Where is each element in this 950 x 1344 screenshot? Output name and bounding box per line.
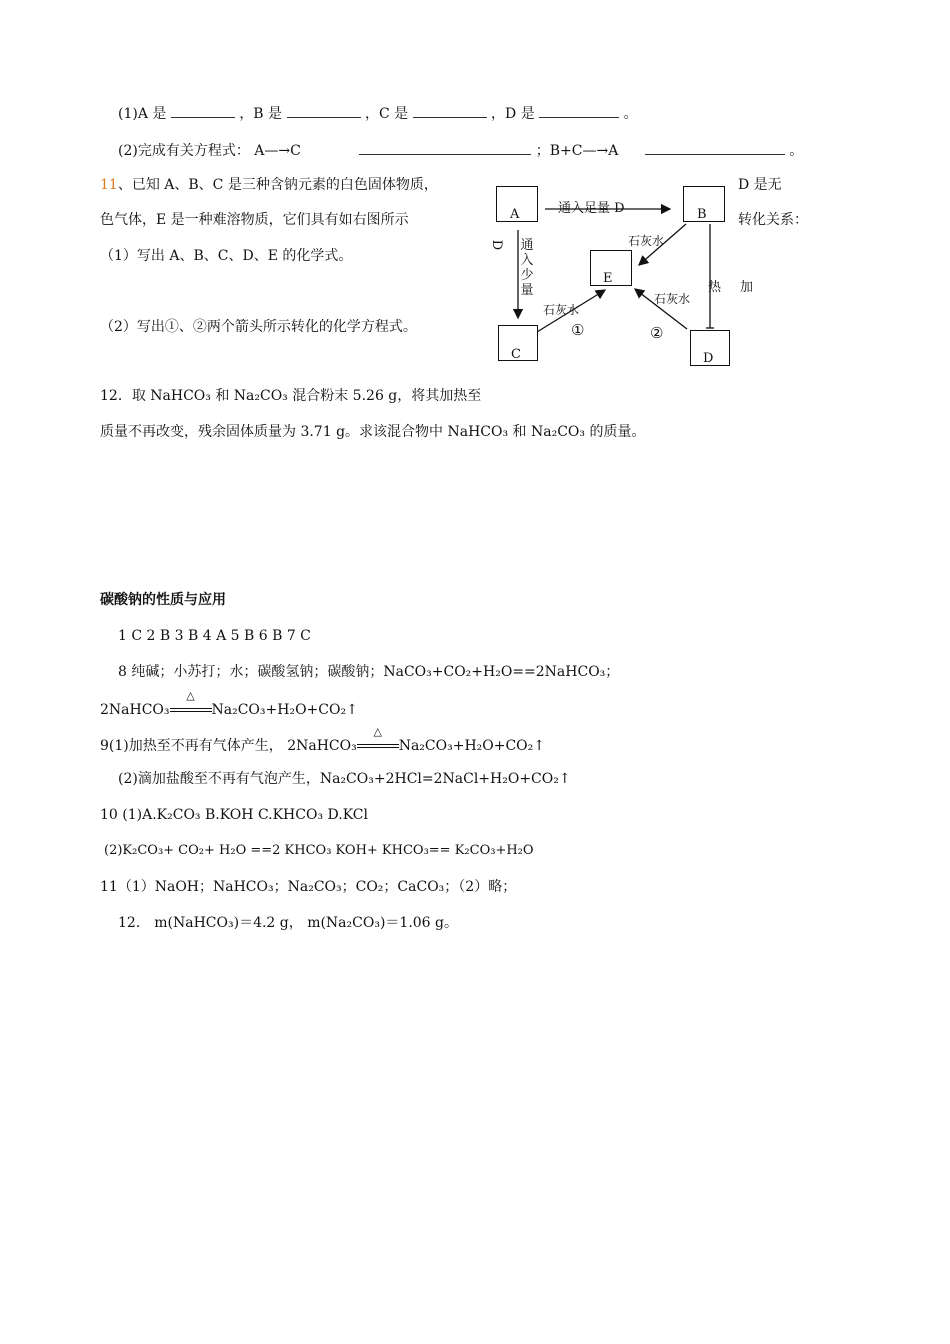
q11-line2-right: 转化关系：	[738, 212, 808, 228]
answers-heading: 碳酸钠的性质与应用	[100, 592, 226, 608]
q10-part1-d: ，D 是	[491, 106, 535, 122]
equation-blank-bca[interactable]	[645, 140, 785, 155]
answer-blank-c[interactable]	[413, 103, 487, 118]
answer-row-11: 11（1）NaOH；NaHCO₃；Na₂CO₃；CO₂；CaCO₃；（2）略；	[100, 879, 517, 895]
arrow-bd-label-2: 加	[740, 280, 754, 295]
box-d-label: D	[703, 351, 714, 366]
marker-2: ②	[650, 324, 664, 342]
double-line-2	[357, 744, 399, 748]
answer-row-1-7: 1 C 2 B 3 B 4 A 5 B 6 B 7 C	[118, 628, 311, 644]
answer-row-8: 8 纯碱；小苏打；水；碳酸氢钠；碳酸钠；NaCO₃+CO₂+H₂O==2NaHCO₃；	[118, 664, 620, 680]
marker-1: ①	[571, 321, 585, 339]
answer-row-8b	[100, 689, 358, 719]
q11-line1-right: D 是无	[738, 177, 782, 193]
q10-part1-end: 。	[623, 106, 638, 122]
box-b-label: B	[697, 207, 707, 222]
q11-line3: （1）写出 A、B、C、D、E 的化学式。	[100, 248, 353, 264]
q11-line1	[100, 176, 438, 194]
q10-part1	[118, 103, 638, 123]
q10-part2	[118, 140, 803, 160]
answer-row-9-right: Na₂CO₃+H₂O+CO₂↑	[398, 738, 546, 754]
answer-row-9	[100, 725, 546, 755]
answer-row-8b-left: 2NaHCO₃	[100, 702, 170, 718]
q10-part1-b: ，B 是	[239, 106, 283, 122]
arrow-be-label: 石灰水	[628, 234, 665, 248]
box-e-label: E	[603, 271, 613, 286]
delta-symbol: △	[186, 689, 195, 702]
q10-part1-c: ，C 是	[364, 106, 409, 122]
q12-line1: 12．取 NaHCO₃ 和 Na₂CO₃ 混合粉末 5.26 g，将其加热至	[100, 388, 482, 404]
box-a-label: A	[510, 207, 520, 222]
answer-blank-a[interactable]	[171, 103, 235, 118]
arrow-de-label: 石灰水	[654, 292, 691, 306]
answer-row-10b: (2)K₂CO₃+ CO₂+ H₂O ==2 KHCO₃ KOH+ KHCO₃== K₂CO₃+H₂O	[104, 843, 534, 858]
q11-line1-text: 、已知 A、B、C 是三种含钠元素的白色固体物质，	[117, 177, 438, 193]
q10-part2-mid: ；B+C—→A	[535, 143, 619, 159]
answer-row-9-prefix: 9(1)加热至不再有气体产生， 2NaHCO₃	[100, 738, 357, 754]
q10-part2-end: 。	[789, 143, 804, 159]
delta-symbol-2: △	[373, 725, 382, 738]
q10-part1-prefix: (1)A 是	[118, 106, 167, 122]
arrow-ab-label: 通入足量 D	[558, 201, 625, 216]
answer-blank-b[interactable]	[287, 103, 361, 118]
answer-row-8b-right: Na₂CO₃+H₂O+CO₂↑	[211, 702, 358, 718]
q11-line4: （2）写出①、②两个箭头所示转化的化学方程式。	[100, 319, 417, 335]
answer-row-10: 10 (1)A.K₂CO₃ B.KOH C.KHCO₃ D.KCl	[100, 807, 368, 823]
arrow-ac-label: 通入少量	[520, 238, 534, 298]
answer-blank-d[interactable]	[539, 103, 619, 118]
double-line	[170, 708, 212, 712]
arrow-bd-label-1: 热	[708, 280, 722, 295]
box-c-label: C	[511, 347, 521, 362]
q11-line2: 色气体，E 是一种难溶物质，它们具有如右图所示	[100, 212, 409, 228]
q12-line2: 质量不再改变，残余固体质量为 3.71 g。求该混合物中 NaHCO₃ 和 Na₂CO₃ 的质量。	[100, 424, 646, 440]
answer-row-12: 12． m(NaHCO₃)＝4.2 g， m(Na₂CO₃)＝1.06 g。	[118, 915, 458, 931]
q11-number: 11	[100, 177, 118, 193]
arrow-ce-label: 石灰水	[543, 303, 580, 317]
answer-row-9b: (2)滴加盐酸至不再有气泡产生，Na₂CO₃+2HCl=2NaCl+H₂O+CO₂↑	[118, 771, 571, 787]
equation-blank-ac[interactable]	[359, 140, 531, 155]
d-side-label: D	[489, 239, 505, 251]
conversion-diagram	[489, 180, 754, 370]
heat-equals-sign-2	[357, 725, 399, 755]
q10-part2-prefix: (2)完成有关方程式： A—→C	[118, 143, 301, 159]
heat-equals-sign	[170, 689, 212, 719]
